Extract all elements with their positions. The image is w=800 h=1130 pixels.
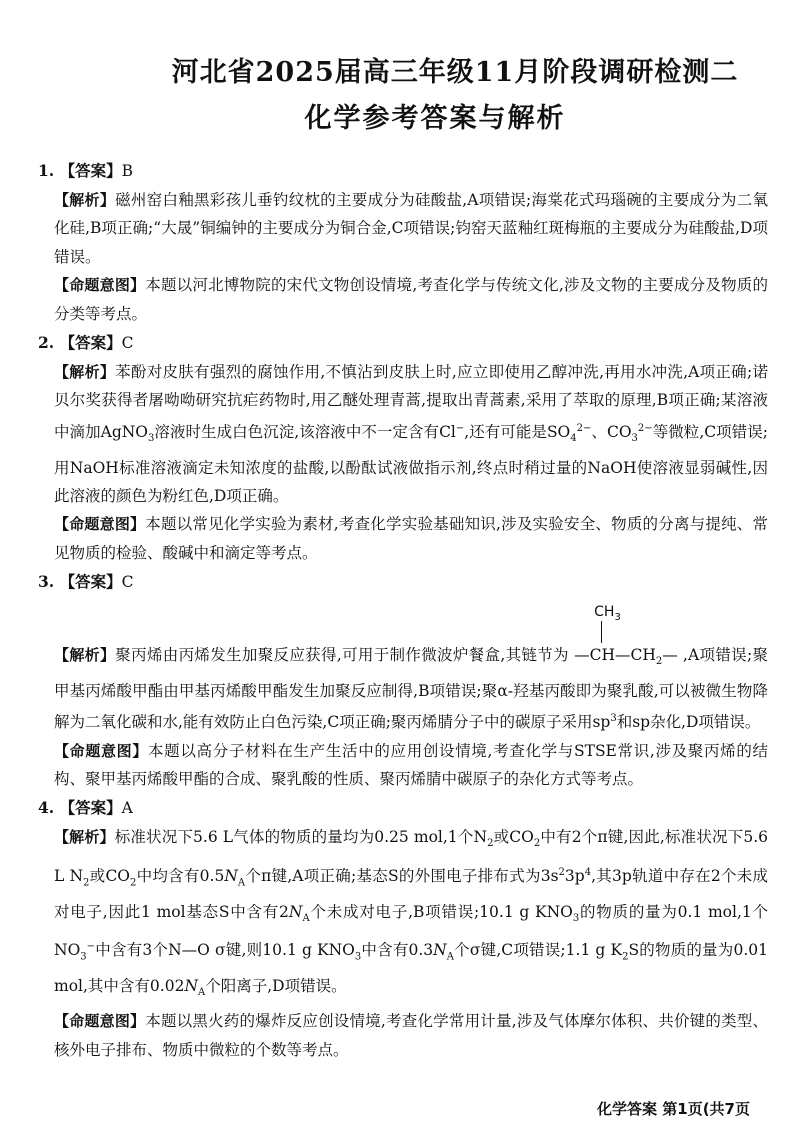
formula-co3: $CO_3^{2-}$ — [606, 422, 653, 445]
formula-3p: 3p — [564, 867, 585, 886]
analysis-text: ,还有可能是 — [464, 423, 547, 441]
page-subtitle: 化学参考答案与解析 — [304, 103, 566, 134]
question-2 — [38, 328, 768, 567]
intent-text: 本题以高分子材料在生产生活中的应用创设情境,考查化学与STSE常识,涉及聚丙烯的结构、聚甲基丙烯酸甲酯的合成、聚乳酸的性质、聚丙烯腈中碳原子的杂化方式等考点。 — [54, 741, 768, 788]
page-title: 河北省2025届高三年级11月阶段调研检测二 — [171, 57, 739, 88]
analysis-label: 【解析】 — [54, 828, 115, 847]
answer-value: C — [121, 573, 134, 592]
intent-label: 【命题意图】 — [54, 276, 146, 295]
answer-label: 【答案】 — [59, 161, 122, 180]
page-footer: 化学答案 第1页(共7页 — [597, 1100, 750, 1118]
analysis-label: 【解析】 — [54, 191, 116, 209]
analysis-text: 聚丙烯由丙烯发生加聚反应获得,可用于制作微波炉餐盒,其链节为 — [115, 646, 569, 665]
intent-text: 本题以常见化学实验为素材,考查化学实验基础知识,涉及实验安全、物质的分离与提纯、常见物质的检验、酸碱中和滴定等考点。 — [54, 515, 768, 562]
analysis-label: 【解析】 — [54, 646, 116, 665]
analysis-text: 和sp杂化,D项错误。 — [616, 713, 761, 732]
answer-content — [38, 156, 768, 1064]
avogadro-symbol: N — [433, 941, 447, 960]
analysis-text: 磁州窑白釉黑彩孩儿垂钓纹枕的主要成分为硅酸盐,A项错误;海棠花式玛瑙碗的主要成分为二氧化硅,B项正确;“大晟”铜编钟的主要成分为铜合金,C项错误;钧窑天蓝釉红斑梅瓶的主要成分为硅酸盐,D项错误。 — [54, 191, 768, 266]
question-number: 3. — [38, 572, 55, 592]
question-number: 4. — [38, 798, 55, 818]
answer-value: C — [121, 334, 134, 353]
avogadro-symbol: N — [288, 902, 303, 921]
intent-paragraph — [54, 271, 768, 328]
intent-label: 【命题意图】 — [54, 1012, 146, 1031]
intent-text: 本题以河北博物院的宋代文物创设情境,考查化学与传统文化,涉及文物的主要成分及物质的分类等考点。 — [54, 276, 768, 323]
analysis-text: 的物质的量为0.1 mol,1个NO — [54, 902, 769, 960]
analysis-paragraph: 【解析】标准状况下5.6 L气体的物质的量均为0.25 mol,1个$N_2$或$CO_2$中有2个π键,因此,标准状况下5.6 L $N_2$或$CO_2$中均含有$0.5N_A$个π键,A项正确;基态S的外围电子排布式为$3s^23p^4$,其3p轨道中存在2个未成对电子,因此1 mol基态S中含有$2N_A$个未成对电子,B项错误;10.1 g $KNO_3$的物质的量为0.1 mol,1个$NO_3^-$中含有3个N—O σ键,则10.1 g $KNO_3$中含有$0.3N_A$个σ键,C项错误;1.1 g $K_2S$的物质的量为0.01 mol,其中含有$0.02N_A$个阳离子,D项错误。 — [54, 828, 769, 998]
intent-paragraph — [54, 737, 768, 794]
intent-paragraph — [54, 510, 768, 567]
question-number: 2. — [38, 333, 55, 353]
analysis-text: 中含有3个N—O σ键,则10.1 g KNO — [95, 941, 355, 960]
analysis-paragraph: 【解析】苯酚对皮肤有强烈的腐蚀作用,不慎沾到皮肤上时,应立即使用乙醇冲洗,再用水冲洗,A项正确;诺贝尔奖获得者屠呦呦研究抗疟药物时,用乙醚处理青蒿,提取出青蒿素,采用了萃取的原理,B项正确;某溶液中滴加AgNO$_3$溶液时生成白色沉淀,该溶液中不一定含有Cl−,还有可能是$SO_4^{2-}$、$CO_3^{2-}$等微粒,C项错误;用NaOH标准溶液滴定未知浓度的盐酸,以酚酞试液做指示剂,终点时稍过量的NaOH使溶液显弱碱性,因此溶液的颜色为粉红色,D项正确。 — [54, 363, 768, 505]
analysis-text: 个π键,A项正确;基态S的外围电子排布式为3s — [245, 867, 559, 886]
chain-structure-area — [38, 597, 768, 645]
answer-value: B — [121, 162, 133, 180]
question-1-header — [38, 156, 768, 186]
question-number: 1. — [38, 161, 55, 180]
question-3-header — [38, 567, 768, 597]
question-1 — [38, 156, 768, 328]
analysis-text: ,其3p轨道中存在2个未成对电子,因此1 mol基态S中含有2 — [54, 867, 768, 921]
formula-so4: $SO_4^{2-}$ — [546, 422, 592, 445]
analysis-text: 中含有0.3 — [361, 941, 434, 960]
chain-structure — [554, 605, 704, 653]
analysis-text: 中均含有0.5 — [136, 867, 225, 886]
answer-label: 【答案】 — [59, 798, 122, 818]
analysis-text: 或CO — [493, 828, 534, 847]
analysis-label: 【解析】 — [54, 363, 116, 382]
analysis-text: ,A项错误;聚甲基丙烯酸甲酯由甲基丙烯酸甲酯发生加聚反应制得,B项错误;聚α-羟基丙酸即为聚乳酸,可以被微生物降解为二氧化碳和水,能有效防止白色污染,C项正确;聚丙烯腈分子中的碳原子采用sp — [54, 646, 769, 732]
analysis-text: 苯酚对皮肤有强烈的腐蚀作用,不慎沾到皮肤上时,应立即使用乙醇冲洗,再用水冲洗,A项正确;诺贝尔奖获得者屠呦呦研究抗疟药物时,用乙醚处理青蒿,提取出青蒿素,采用了萃取的原理,B项正确;某溶液中滴加 — [54, 363, 768, 441]
analysis-paragraph: 【解析】聚丙烯由丙烯发生加聚反应获得,可用于制作微波炉餐盒,其链节为 $—CH—CH_2—$ ,A项错误;聚甲基丙烯酸甲酯由甲基丙烯酸甲酯发生加聚反应制得,B项错误;聚α-羟基丙酸即为聚乳酸,可以被微生物降解为二氧化碳和水,能有效防止白色污染,C项正确;聚丙烯腈分子中的碳原子采用$sp^3$和sp杂化,D项错误。 — [54, 646, 769, 732]
chain-bond — [601, 621, 602, 643]
analysis-text: 中有2个π键,因此,标准状况下5.6 L N — [54, 828, 768, 886]
question-2-header — [38, 328, 768, 358]
answer-label: 【答案】 — [59, 333, 122, 353]
analysis-text: S的物质的量为0.01 mol,其中含有0.02 — [54, 941, 768, 995]
analysis-text: 个未成对电子,B项错误;10.1 g KNO — [309, 902, 573, 921]
chain-formula: $—CH—CH_2—$ — [574, 646, 678, 668]
question-4 — [38, 793, 768, 1064]
question-3 — [38, 567, 768, 793]
intent-label: 【命题意图】 — [54, 515, 146, 534]
analysis-text: 等微粒,C项错误;用NaOH标准溶液滴定未知浓度的盐酸,以酚酞试液做指示剂,终点时稍过量的NaOH使溶液显弱碱性,因此溶液的颜色为粉红色,D项正确。 — [54, 423, 768, 505]
intent-paragraph — [54, 1007, 768, 1064]
analysis-text: 或CO — [89, 867, 131, 886]
analysis-text: 个σ键,C项错误;1.1 g K — [453, 941, 623, 960]
avogadro-symbol: N — [184, 976, 198, 995]
intent-text: 本题以黑火药的爆炸反应创设情境,考查化学常用计量,涉及气体摩尔体积、共价键的类型、核外电子排布、物质中微粒的个数等考点。 — [54, 1012, 768, 1059]
chain-methyl: $CH_3$ — [594, 604, 621, 623]
analysis-text: 个阳离子,D项错误。 — [205, 976, 347, 995]
answer-label: 【答案】 — [59, 572, 122, 592]
avogadro-symbol: N — [224, 867, 238, 886]
analysis-text: 标准状况下5.6 L气体的物质的量均为0.25 mol,1个N — [114, 828, 488, 847]
analysis-text: 溶液时生成白色沉淀,该溶液中不一定含有Cl — [154, 423, 456, 441]
question-4-header — [38, 793, 768, 823]
analysis-paragraph — [54, 186, 768, 271]
answer-value: A — [121, 799, 133, 818]
intent-label: 【命题意图】 — [54, 741, 149, 760]
formula-agno3: AgNO$_3$ — [100, 423, 155, 445]
